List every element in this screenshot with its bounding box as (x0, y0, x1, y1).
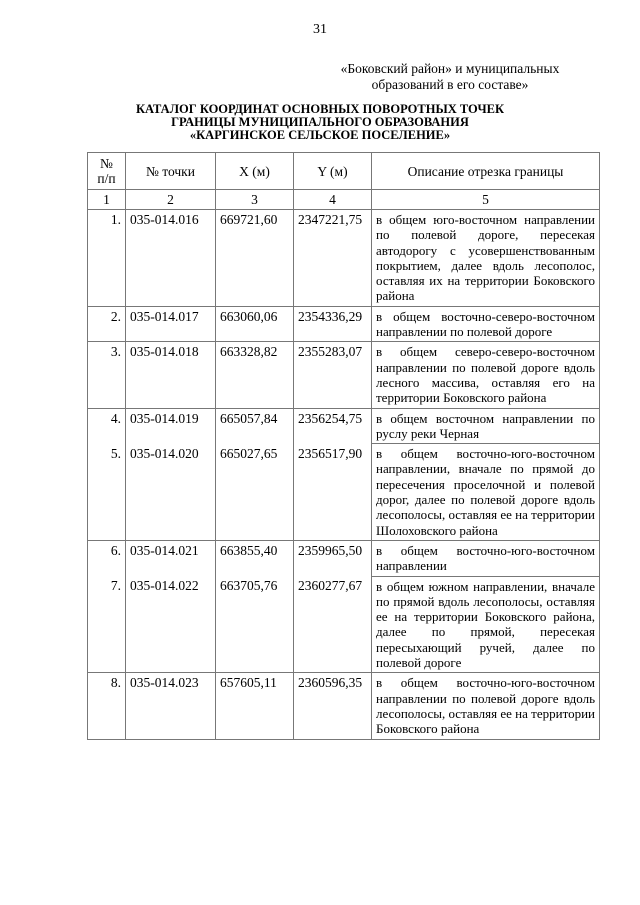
row-number: 4. (88, 408, 126, 444)
header-row-number: № п/п (88, 153, 126, 190)
y-coordinate: 2347221,75 (294, 210, 372, 307)
row-number: 5. (88, 444, 126, 541)
segment-description: в общем восточно-северо-восточном направлении по полевой дороге (372, 306, 600, 342)
x-coordinate: 663060,06 (216, 306, 294, 342)
header-description: Описание отрезка границы (372, 153, 600, 190)
row-number: 1. (88, 210, 126, 307)
header-y: Y (м) (294, 153, 372, 190)
x-coordinate: 665027,65 (216, 444, 294, 541)
y-coordinate: 2359965,50 (294, 540, 372, 576)
header-note-line-2: образований в его составе» (371, 77, 529, 92)
point-id: 035-014.021 (126, 540, 216, 576)
y-coordinate: 2360277,67 (294, 576, 372, 673)
point-id: 035-014.020 (126, 444, 216, 541)
x-coordinate: 669721,60 (216, 210, 294, 307)
point-id: 035-014.017 (126, 306, 216, 342)
table-row (88, 673, 600, 739)
table-row (88, 540, 600, 576)
catalog-title-line-3: «КАРГИНСКОЕ СЕЛЬСКОЕ ПОСЕЛЕНИЕ» (189, 128, 451, 142)
catalog-title-line-1: КАТАЛОГ КООРДИНАТ ОСНОВНЫХ ПОВОРОТНЫХ ТОЧЕК (135, 102, 505, 116)
y-coordinate: 2360596,35 (294, 673, 372, 739)
x-coordinate: 663328,82 (216, 342, 294, 408)
y-coordinate: 2354336,29 (294, 306, 372, 342)
x-coordinate: 665057,84 (216, 408, 294, 444)
header-note-line-1: «Боковский район» и муниципальных (340, 61, 560, 76)
point-id: 035-014.022 (126, 576, 216, 673)
column-number: 3 (216, 190, 294, 210)
table-row (88, 576, 600, 673)
y-coordinate: 2356517,90 (294, 444, 372, 541)
segment-description: в общем юго-восточном направлении по полевой дороге, пересекая автодорогу с усовершенствованным покрытием, далее вдоль лесополос, оставляя их на территории Боковского района (372, 210, 600, 307)
row-number: 8. (88, 673, 126, 739)
y-coordinate: 2356254,75 (294, 408, 372, 444)
table-row (88, 306, 600, 342)
segment-description: в общем восточном направлении по руслу реки Черная (372, 408, 600, 444)
y-coordinate: 2355283,07 (294, 342, 372, 408)
point-id: 035-014.023 (126, 673, 216, 739)
page-number: 31 (313, 22, 327, 37)
column-number: 1 (88, 190, 126, 210)
x-coordinate: 663855,40 (216, 540, 294, 576)
segment-description: в общем северо-северо-восточном направлении по полевой дороге вдоль лесного массива, оставляя его на территории Боковского района (372, 342, 600, 408)
header-x: X (м) (216, 153, 294, 190)
point-id: 035-014.019 (126, 408, 216, 444)
table-header-row (88, 153, 600, 190)
column-number: 5 (372, 190, 600, 210)
point-id: 035-014.018 (126, 342, 216, 408)
segment-description: в общем восточно-юго-восточном направлении, вначале по прямой до пересечения проселочной и полевой дорог, далее по полевой дороге вдоль лесополосы, оставляя ее на территории Шолоховского района (372, 444, 600, 541)
catalog-title (60, 103, 580, 142)
table-row (88, 408, 600, 444)
row-number: 2. (88, 306, 126, 342)
table-row (88, 444, 600, 541)
catalog-title-line-2: ГРАНИЦЫ МУНИЦИПАЛЬНОГО ОБРАЗОВАНИЯ (171, 115, 469, 129)
row-number: 6. (88, 540, 126, 576)
table-row (88, 210, 600, 307)
column-number: 2 (126, 190, 216, 210)
segment-description: в общем восточно-юго-восточном направлении (372, 540, 600, 576)
coordinates-table (87, 152, 600, 740)
x-coordinate: 657605,11 (216, 673, 294, 739)
row-number: 3. (88, 342, 126, 408)
column-number-row (88, 190, 600, 210)
header-point-number: № точки (126, 153, 216, 190)
row-number: 7. (88, 576, 126, 673)
segment-description: в общем восточно-юго-восточном направлении по полевой дороге вдоль лесополосы, оставляя ее на территории Боковского района (372, 673, 600, 739)
point-id: 035-014.016 (126, 210, 216, 307)
column-number: 4 (294, 190, 372, 210)
segment-description: в общем южном направлении, вначале по прямой вдоль лесополосы, оставляя ее на территории Боковского района, далее по прямой, пересекая пересыхающий ручей, далее по полевой дороге (372, 576, 600, 673)
x-coordinate: 663705,76 (216, 576, 294, 673)
table-row (88, 342, 600, 408)
header-note (300, 61, 600, 93)
